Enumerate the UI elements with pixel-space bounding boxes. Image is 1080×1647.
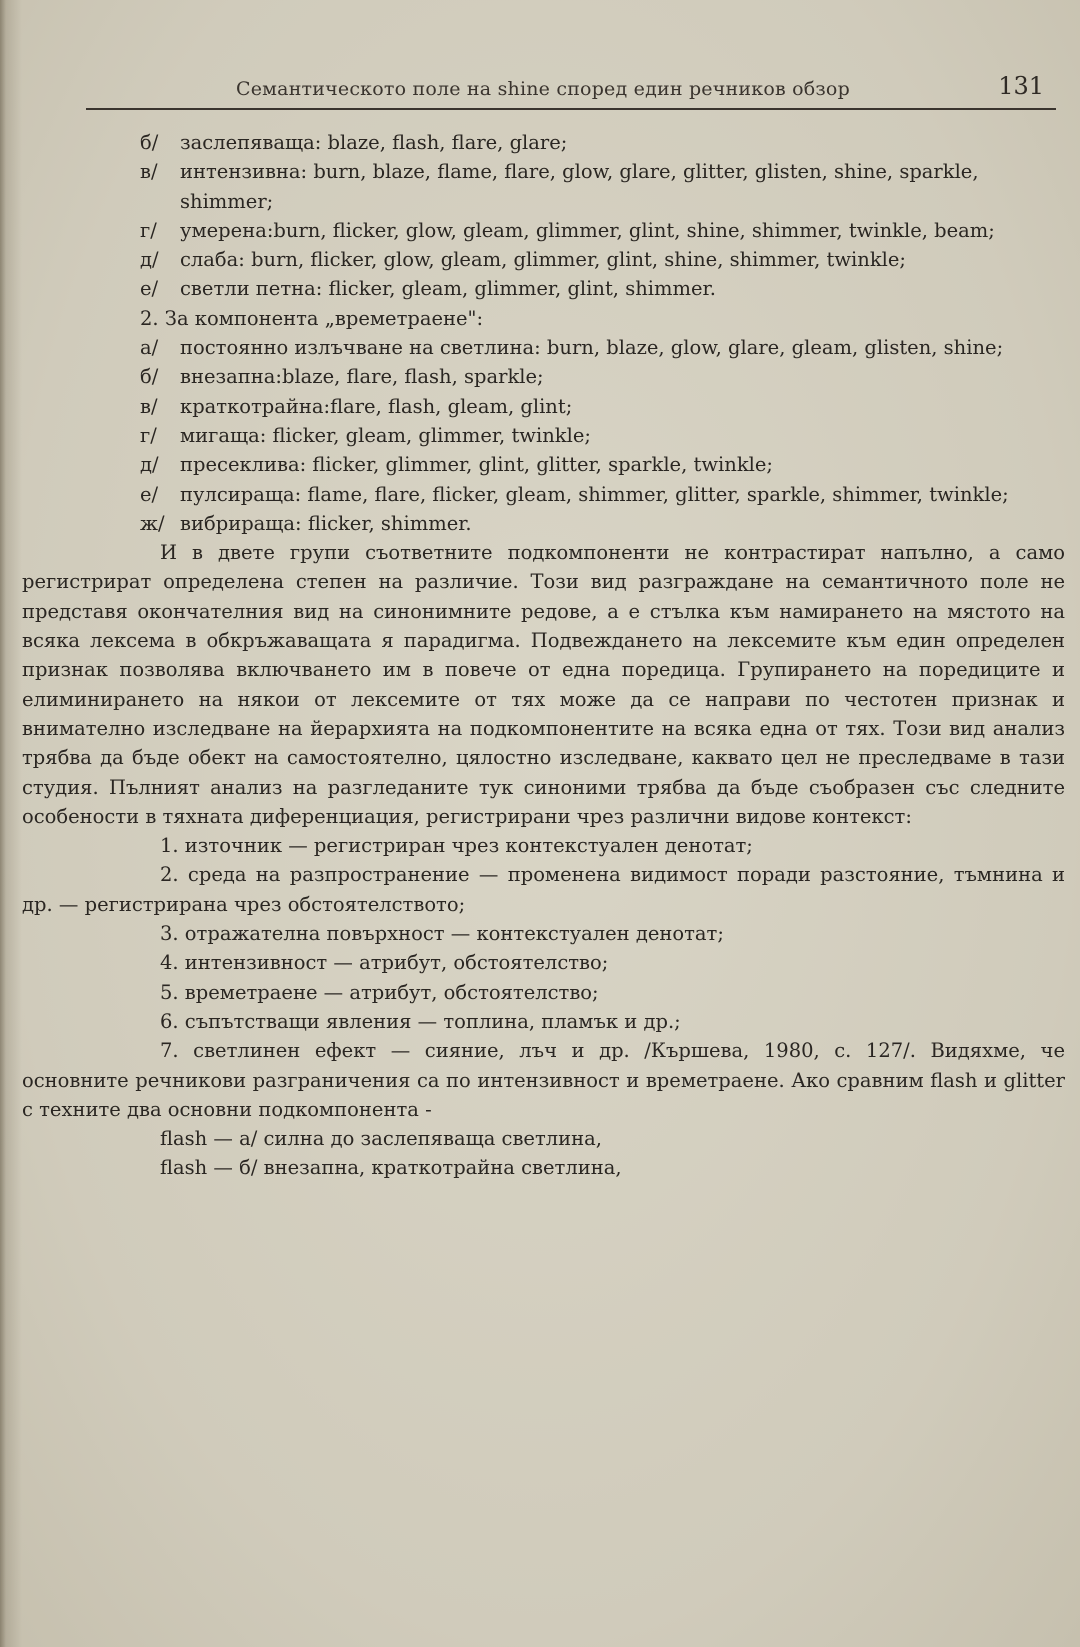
list-item <box>140 216 1055 245</box>
flash-line: flash — а/ силна до заслепяваща светлина, <box>160 1127 602 1151</box>
list-item <box>140 421 1055 450</box>
list-marker: в/ <box>140 160 158 184</box>
page-number: 131 <box>998 72 1044 100</box>
context-item: 7. светлинен ефект — сияние, лъч и др. /Кършева, 1980, с. 127/. Видяхме, че основните речникови разграничения са по интензивност и времетраене. Ако сравним flash и glitter с техните два основни подкомпонента - <box>22 1039 1065 1121</box>
header-rule <box>86 108 1056 110</box>
list-item <box>140 509 1055 538</box>
list-text: вибрираща: flicker, shimmer. <box>180 511 472 535</box>
list-marker: е/ <box>140 277 159 301</box>
context-item: 6. съпътстващи явления — топлина, пламък и др.; <box>160 1009 681 1033</box>
page-header <box>150 70 1050 110</box>
main-paragraph: И в двете групи съответните подкомпоненти не контрастират напълно, а само регистрират определена степен на различие. Този вид разграждане на семантичното поле не представя окончателния вид на синонимните редове, а е стълка към намирането на мястото на всяка лексема в обкръжаващата я парадигма. Подвеждането на лексемите към един определен признак позволява включването им в повече от една поредица. Групирането на поредиците и елиминирането на някои от лексемите от тях може да се направи по честотен признак и внимателно изследване на йерархията на подкомпонентите на всяка една от тях. Този вид анализ трябва да бъде обект на самостоятелно, цялостно изследване, каквато цел не преследваме в тази студия. Пълният анализ на разгледаните тук синоними трябва да бъде съобразен със следните особености в тяхната диференциация, регистрирани чрез различни видове контекст: <box>22 541 1065 828</box>
list-item <box>140 480 1055 509</box>
context-item: 2. среда на разпространение — променена видимост поради разстояние, тъмнина и др. — регистрирана чрез обстоятелството; <box>22 863 1065 916</box>
list-text: мигаща: flicker, gleam, glimmer, twinkle; <box>180 423 591 447</box>
list-text: внезапна:blaze, flare, flash, sparkle; <box>180 365 544 389</box>
list-item <box>140 450 1055 479</box>
list-item <box>140 128 1055 157</box>
list-text: пулсираща: flame, flare, flicker, gleam, shimmer, glitter, sparkle, shimmer, twinkle; <box>180 482 1009 506</box>
list-marker: г/ <box>140 218 157 242</box>
list-marker: д/ <box>140 248 159 272</box>
context-item: 1. източник — регистриран чрез контекстуален денотат; <box>160 834 753 858</box>
context-item: 3. отражателна повърхност — контекстуален денотат; <box>160 922 724 946</box>
duration-section-title: 2. За компонента „времетраене": <box>140 306 484 330</box>
list-item <box>140 392 1055 421</box>
page-body <box>22 128 1065 1183</box>
list-text: умерена:burn, flicker, glow, gleam, glimmer, glint, shine, shimmer, twinkle, beam; <box>180 218 995 242</box>
list-marker: е/ <box>140 482 159 506</box>
list-marker: д/ <box>140 453 159 477</box>
list-text: краткотрайна:flare, flash, gleam, glint; <box>180 394 573 418</box>
list-item <box>140 274 1055 303</box>
list-marker: б/ <box>140 131 159 154</box>
list-text: слаба: burn, flicker, glow, gleam, glimmer, glint, shine, shimmer, twinkle; <box>180 248 906 272</box>
list-text: пресеклива: flicker, glimmer, glint, glitter, sparkle, twinkle; <box>180 453 773 477</box>
context-item: 5. времетраене — атрибут, обстоятелство; <box>160 980 599 1004</box>
list-marker: г/ <box>140 423 157 447</box>
list-marker: ж/ <box>140 511 165 535</box>
running-title: Семантическото поле на shine според един речников обзор <box>236 78 850 100</box>
list-text: светли петна: flicker, gleam, glimmer, glint, shimmer. <box>180 277 716 301</box>
list-item <box>140 333 1055 362</box>
list-text: интензивна: burn, blaze, flame, flare, glow, glare, glitter, glisten, shine, sparkle, shimmer; <box>180 160 979 213</box>
context-item: 4. интензивност — атрибут, обстоятелство; <box>160 951 609 975</box>
list-marker: б/ <box>140 365 159 389</box>
list-item <box>140 362 1055 391</box>
list-text: постоянно излъчване на светлина: burn, blaze, glow, glare, gleam, glisten, shine; <box>180 336 1004 360</box>
flash-line: flash — б/ внезапна, краткотрайна светлина, <box>160 1156 622 1180</box>
list-marker: в/ <box>140 394 158 418</box>
list-marker: а/ <box>140 336 159 360</box>
list-text: заслепяваща: blaze, flash, flare, glare; <box>180 131 568 154</box>
list-item <box>140 157 1055 216</box>
list-item <box>140 245 1055 274</box>
